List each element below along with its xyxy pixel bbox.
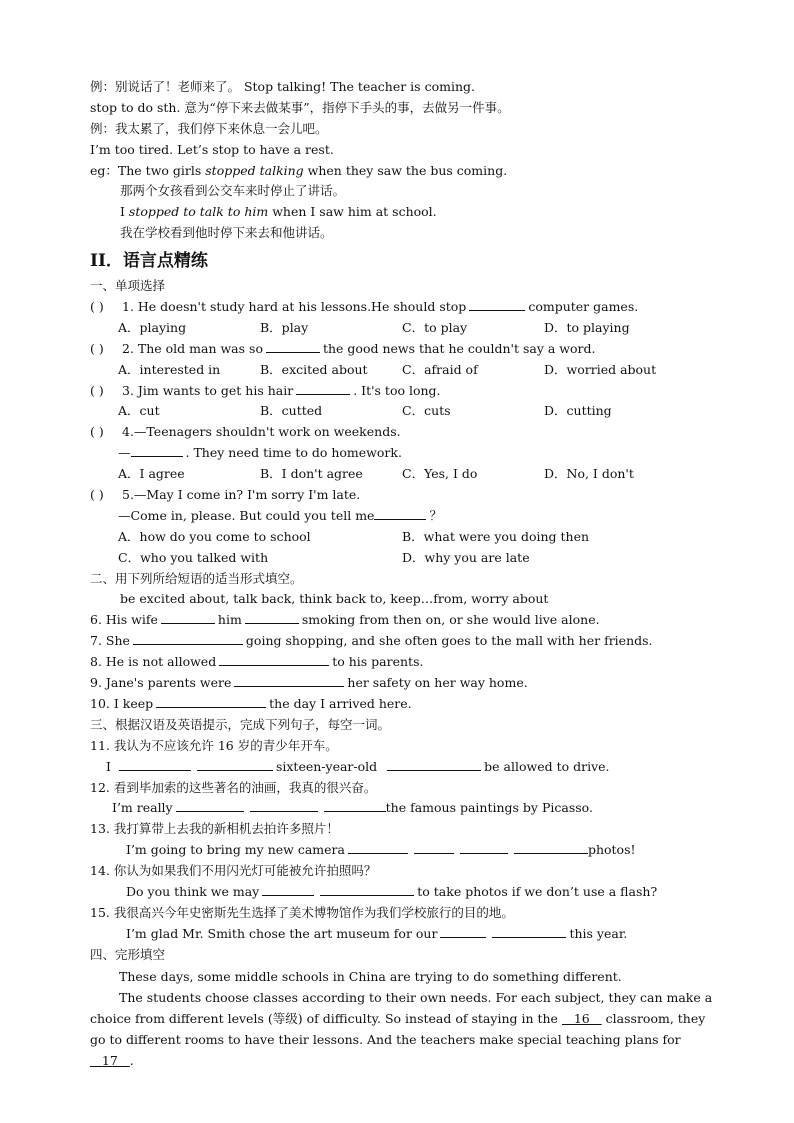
section-title: II．语言点精练: [90, 251, 208, 272]
question-5: [90, 485, 720, 506]
q14-a: Do you think we may: [126, 883, 260, 899]
q1-options: [90, 318, 720, 339]
q2-option-a[interactable]: A．interested in: [118, 361, 221, 377]
q1-option-b[interactable]: B．play: [260, 319, 309, 335]
answer-blank[interactable]: [234, 674, 344, 687]
eg-line-2-cn: 我在学校看到他时停下来去和他讲话。: [120, 225, 333, 241]
eg2-post: when I saw him at school.: [268, 204, 437, 220]
q5-reply-b: ？: [429, 507, 442, 523]
q1-stem-a: 1. He doesn't study hard at his lessons.He should stop: [122, 299, 467, 315]
answer-blank[interactable]: [266, 340, 320, 353]
q2-stem-a: 2. The old man was so: [122, 340, 263, 356]
q4-option-b[interactable]: B．I don't agree: [260, 466, 363, 482]
question-4: [90, 422, 720, 443]
q3-stem-a: 3. Jim wants to get his hair: [122, 382, 294, 398]
q5-option-a[interactable]: A．how do you come to school: [118, 528, 311, 544]
q3-option-b[interactable]: B．cutted: [260, 403, 323, 419]
q6-a: 6. His wife: [90, 612, 158, 628]
answer-blank[interactable]: [219, 653, 329, 666]
question-12-cn: 12. 看到毕加索的这些著名的油画，我真的很兴奋。: [90, 779, 377, 795]
q1-option-a[interactable]: A．playing: [118, 319, 187, 335]
answer-blank[interactable]: [414, 841, 454, 854]
q4-reply-b: . They need time to do homework.: [185, 445, 402, 461]
answer-blank[interactable]: [440, 925, 486, 938]
q8-b: to his parents.: [332, 654, 424, 670]
eg2-pre: I: [120, 204, 129, 220]
answer-blank[interactable]: [156, 695, 266, 708]
question-12-en: [90, 798, 720, 819]
q5-options-row-2: [90, 548, 720, 569]
answer-paren: ( ): [90, 424, 104, 440]
cloze-paragraph-1: These days, some middle schools in China are trying to do something different.: [119, 968, 622, 984]
cloze-p2-b: classroom, they go to different rooms to have their lessons. And the teachers make special teaching plans for: [90, 1010, 706, 1047]
question-10: [90, 694, 720, 715]
q8-a: 8. He is not allowed: [90, 654, 217, 670]
answer-blank[interactable]: [514, 841, 588, 854]
eg-label: eg：: [90, 162, 118, 178]
question-14-cn: 14. 你认为如果我们不用闪光灯可能被允许拍照吗？: [90, 863, 377, 879]
q1-option-d[interactable]: D．to playing: [544, 319, 630, 335]
answer-paren: ( ): [90, 487, 104, 503]
question-7: [90, 631, 720, 652]
answer-blank[interactable]: [133, 632, 243, 645]
q12-b: the famous paintings by Picasso.: [385, 800, 593, 816]
answer-blank[interactable]: [176, 799, 244, 812]
answer-blank[interactable]: [348, 841, 408, 854]
q11-b: sixteen-year-old: [275, 758, 378, 774]
cloze-p2-a: The students choose classes according to their own needs. For each subject, they can make a choice from different levels (等级) of difficulty. So instead of staying in the: [90, 989, 713, 1026]
q2-option-b[interactable]: B．excited about: [260, 361, 368, 377]
answer-blank[interactable]: [131, 444, 183, 457]
definition-stop-to-do: stop to do sth. 意为“停下来去做某事”，指停下手头的事，去做另一件事。: [90, 99, 510, 115]
answer-blank[interactable]: [324, 799, 386, 812]
q5-option-d[interactable]: D．why you are late: [402, 549, 530, 565]
q13-b: photos!: [587, 842, 636, 858]
answer-blank[interactable]: [492, 925, 566, 938]
question-3: [90, 381, 720, 402]
eg-line-1-cn: 那两个女孩看到公交车来时停止了讲话。: [120, 183, 346, 199]
question-15-cn: 15. 我很高兴今年史密斯先生选择了美术博物馆作为我们学校旅行的目的地。: [90, 904, 514, 920]
q5-reply-a: —Come in, please. But could you tell me: [118, 507, 375, 523]
q4-reply-a: —: [118, 445, 131, 461]
question-11-cn: 11. 我认为不应该允许 16 岁的青少年开车。: [90, 737, 338, 753]
q15-a: I’m glad Mr. Smith chose the art museum for our: [126, 925, 438, 941]
q15-b: this year.: [569, 925, 628, 941]
answer-blank[interactable]: [469, 298, 525, 311]
q4-stem: 4.—Teenagers shouldn't work on weekends.: [122, 424, 401, 440]
q2-options: [90, 360, 720, 381]
question-13-cn: 13. 我打算带上去我的新相机去拍许多照片！: [90, 821, 339, 837]
question-8: [90, 652, 720, 673]
answer-paren: ( ): [90, 299, 104, 315]
q9-a: 9. Jane's parents were: [90, 675, 232, 691]
q4-option-d[interactable]: D．No, I don't: [544, 466, 634, 482]
q13-a: I’m going to bring my new camera: [126, 842, 345, 858]
eg-line-1: [90, 161, 720, 182]
answer-blank[interactable]: [387, 758, 481, 771]
cloze-blank-17[interactable]: [90, 1053, 130, 1068]
q6-c: smoking from then on, or she would live alone.: [301, 612, 600, 628]
question-15-en: [90, 924, 720, 945]
q14-b: to take photos if we don’t use a flash?: [417, 883, 658, 899]
q12-a: I’m really: [112, 800, 173, 816]
q7-b: going shopping, and she often goes to the mall with her friends.: [245, 633, 653, 649]
q6-b: him: [217, 612, 242, 628]
q10-b: the day I arrived here.: [269, 695, 412, 711]
answer-paren: ( ): [90, 382, 104, 398]
answer-blank[interactable]: [374, 507, 426, 520]
q3-option-a[interactable]: A．cut: [118, 403, 160, 419]
cloze-p2-c: .: [129, 1052, 134, 1068]
cloze-paragraph-2: [90, 987, 720, 1071]
q5-stem: 5.—May I come in? I'm sorry I'm late.: [122, 487, 361, 503]
question-9: [90, 673, 720, 694]
question-13-en: [90, 840, 720, 861]
q1-stem-b: computer games.: [528, 299, 639, 315]
question-14-en: [90, 882, 720, 903]
q9-b: her safety on her way home.: [347, 675, 528, 691]
example-line-1: 例：别说话了！老师来了。 Stop talking! The teacher is coming.: [90, 79, 475, 94]
q4-reply: [90, 443, 720, 464]
q3-option-d[interactable]: D．cutting: [544, 403, 612, 419]
question-1: [90, 297, 720, 318]
q4-option-a[interactable]: A．I agree: [118, 466, 185, 482]
q10-a: 10. I keep: [90, 695, 154, 711]
question-6: [90, 610, 720, 631]
q3-option-c[interactable]: C．cuts: [402, 403, 451, 419]
q2-option-d[interactable]: D．worried about: [544, 361, 657, 377]
blank-16-number: 16: [573, 1010, 590, 1026]
example-line-2-cn: 例：我太累了，我们停下来休息一会儿吧。: [90, 120, 328, 136]
q5-options-row-1: [90, 527, 720, 548]
cloze-blank-16[interactable]: [562, 1011, 602, 1026]
part4-title: 四、完形填空: [90, 946, 166, 962]
answer-blank[interactable]: [320, 883, 414, 896]
eg2-italic: stopped to talk to him: [128, 204, 269, 220]
q3-options: [90, 401, 720, 422]
answer-blank[interactable]: [119, 758, 191, 771]
q3-stem-b: . It's too long.: [353, 382, 441, 398]
q1-option-c[interactable]: C．to play: [402, 319, 468, 335]
answer-blank[interactable]: [262, 883, 314, 896]
phrase-list: be excited about, talk back, think back to, keep…from, worry about: [120, 591, 549, 607]
q7-a: 7. She: [90, 633, 130, 649]
answer-blank[interactable]: [161, 611, 215, 624]
q5-reply: [90, 506, 720, 527]
answer-blank[interactable]: [197, 758, 273, 771]
example-line-2-en: I’m too tired. Let’s stop to have a rest.: [90, 141, 334, 157]
eg1-pre: The two girls: [117, 162, 206, 178]
eg1-italic: stopped talking: [205, 162, 304, 178]
part1-title: 一、单项选择: [90, 278, 166, 294]
q2-option-c[interactable]: C．afraid of: [402, 361, 478, 377]
worksheet-page: [90, 77, 720, 1071]
blank-17-number: 17: [101, 1052, 118, 1068]
answer-blank[interactable]: [296, 382, 350, 395]
q5-option-c[interactable]: C．who you talked with: [118, 549, 269, 565]
answer-paren: ( ): [90, 340, 104, 356]
answer-blank[interactable]: [245, 611, 299, 624]
q5-option-b[interactable]: B．what were you doing then: [402, 528, 590, 544]
part3-title: 三、根据汉语及英语提示，完成下列句子，每空一词。: [90, 716, 391, 732]
question-2: [90, 339, 720, 360]
q2-stem-b: the good news that he couldn't say a word.: [322, 340, 596, 356]
q4-option-c[interactable]: C．Yes, I do: [402, 466, 478, 482]
eg-line-2: [90, 202, 720, 223]
q11-c: be allowed to drive.: [484, 758, 610, 774]
q4-options: [90, 464, 720, 485]
answer-blank[interactable]: [250, 799, 318, 812]
part2-title: 二、用下列所给短语的适当形式填空。: [90, 570, 303, 586]
eg1-post: when they saw the bus coming.: [303, 162, 508, 178]
q11-a: I: [106, 758, 111, 774]
answer-blank[interactable]: [460, 841, 508, 854]
question-11-en: [90, 757, 720, 778]
